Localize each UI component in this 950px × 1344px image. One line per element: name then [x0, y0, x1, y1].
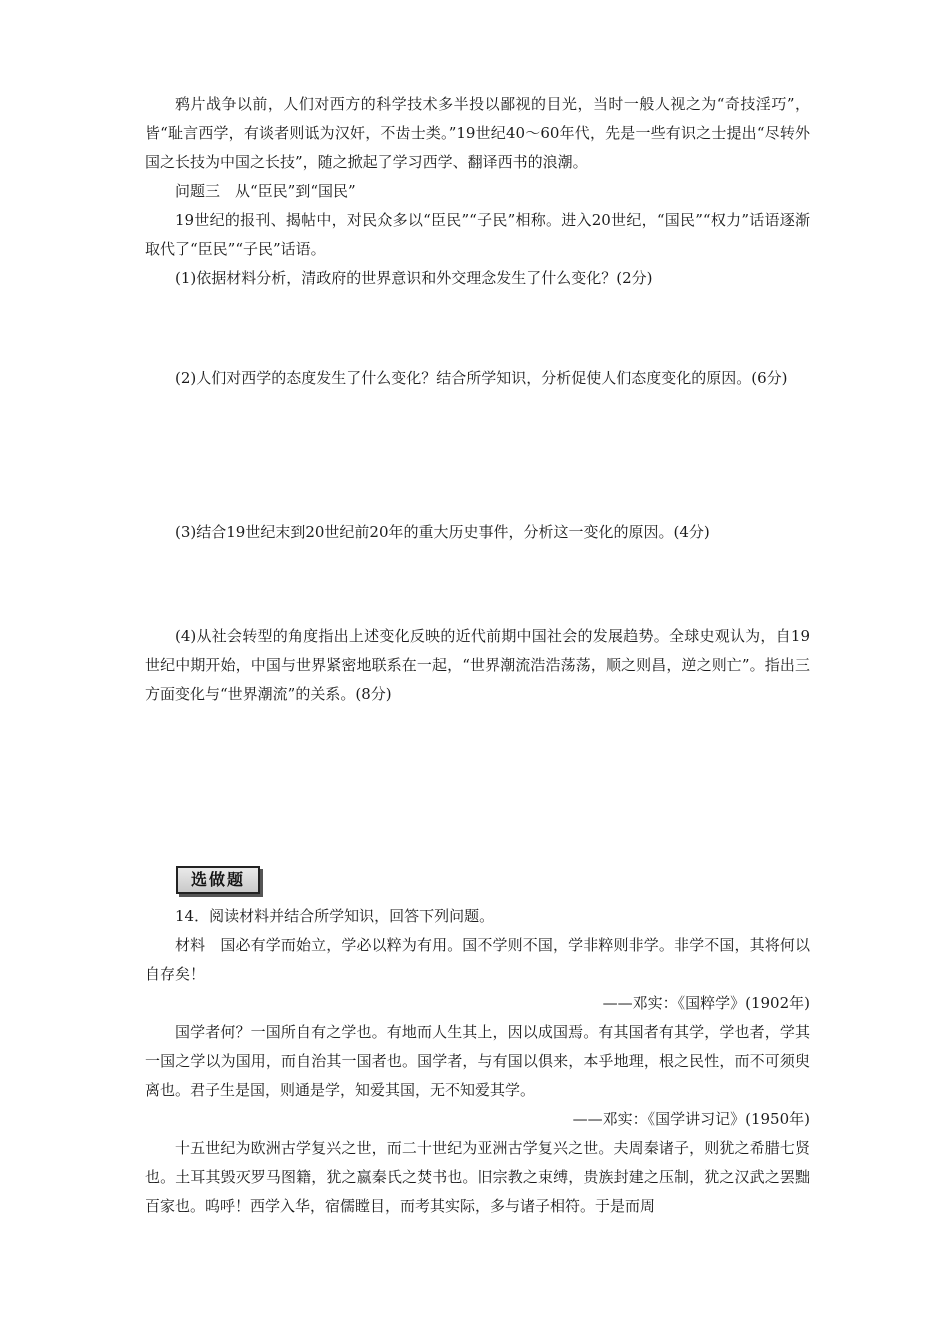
heading-question-three: 问题三 从“臣民”到“国民”: [175, 182, 356, 200]
question-14-stem: 14．阅读材料并结合所学知识，回答下列问题。: [175, 907, 495, 925]
material-2: 国学者何？一国所自有之学也。有地而人生其上，因以成国焉。有其国者有其学，学也者，学其一国之学以为国用，而自治其一国者也。国学者，与有国以俱来，本乎地理，根之民性，而不可须臾离也。君子生是国，则通是学，知爱其国，无不知爱其学。: [145, 1023, 810, 1099]
question-4: (4)从社会转型的角度指出上述变化反映的近代前期中国社会的发展趋势。全球史观认为，自19世纪中期开始，中国与世界紧密地联系在一起，“世界潮流浩浩荡荡，顺之则昌，逆之则亡”。指出三方面变化与“世界潮流”的关系。(8分): [145, 627, 810, 703]
question-2-block: [145, 364, 810, 393]
question-3-block: [145, 518, 810, 547]
optional-questions-badge: 选做题: [176, 866, 260, 894]
source-1: ——邓实：《国粹学》(1902年): [602, 994, 810, 1012]
question-3: (3)结合19世纪末到20世纪前20年的重大历史事件，分析这一变化的原因。(4分): [175, 523, 710, 541]
top-section: [145, 90, 810, 293]
material-3: 十五世纪为欧洲古学复兴之世，而二十世纪为亚洲古学复兴之世。夫周秦诸子，则犹之希腊七贤也。土耳其毁灭罗马图籍，犹之嬴秦氏之焚书也。旧宗教之束缚，贵族封建之压制，犹之汉武之罢黜百家也。呜呼！西学入华，宿儒瞠目，而考其实际，多与诸子相符。于是而周: [145, 1139, 810, 1215]
source-2: ——邓实：《国学讲习记》(1950年): [572, 1110, 810, 1128]
paragraph-western-learning: 鸦片战争以前，人们对西方的科学技术多半投以鄙视的目光，当时一般人视之为“奇技淫巧”，皆“耻言西学，有谈者则诋为汉奸，不齿士类。”19世纪40～60年代，先是一些有识之士提出“尽转外国之长技为中国之长技”，随之掀起了学习西学、翻译西书的浪潮。: [145, 95, 810, 171]
paragraph-subjects-to-citizens: 19世纪的报刊、揭帖中，对民众多以“臣民”“子民”相称。进入20世纪，“国民”“权力”话语逐渐取代了“臣民”“子民”话语。: [145, 211, 810, 258]
question-14-block: [145, 902, 810, 1221]
question-2: (2)人们对西学的态度发生了什么变化？结合所学知识，分析促使人们态度变化的原因。(6分): [175, 369, 788, 387]
question-4-block: [145, 622, 810, 709]
material-1: 材料 国必有学而始立，学必以粹为有用。国不学则不国，学非粹则非学。非学不国，其将何以自存矣！: [145, 936, 810, 983]
question-1: (1)依据材料分析，清政府的世界意识和外交理念发生了什么变化？(2分): [175, 269, 653, 287]
